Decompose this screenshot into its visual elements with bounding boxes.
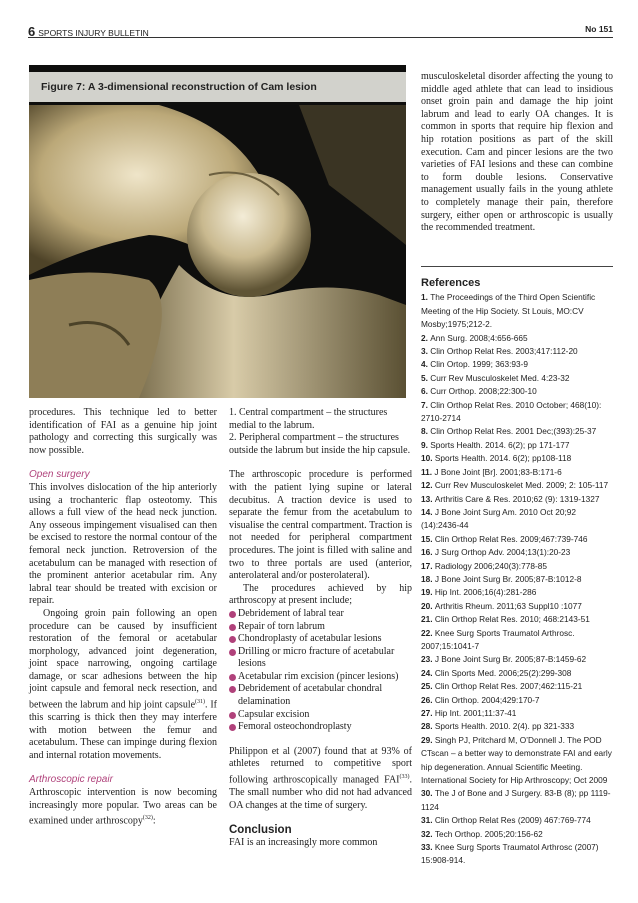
reference-text: J Surg Orthop Adv. 2004;13(1):20-23: [434, 547, 571, 558]
reference-text: Tech Orthop. 2005;20:156-62: [434, 828, 543, 839]
col1-paragraph-4: [29, 787, 217, 828]
reference-item: [421, 332, 616, 345]
reference-text: Singh PJ, Pritchard M, O’Donnell J. The POD CTscan – a better way to demonstrate FAI and early hip degeneration. Annual Scientific Meeting. International Society for Hip Arthroscopy; Oct 2009: [421, 734, 612, 786]
reference-number: 10.: [421, 453, 435, 464]
reference-number: 32.: [421, 828, 435, 839]
col1-p4-end: :: [152, 815, 156, 827]
reference-number: 15.: [421, 533, 435, 544]
reference-text: Curr Rev Musculoskelet Med. 2009; 2: 105-117: [434, 480, 609, 491]
reference-item: [421, 694, 616, 707]
figure-caption: Figure 7: A 3-dimensional reconstruction of Cam lesion: [29, 72, 406, 102]
list-item: Debridement of labral tear: [229, 608, 412, 621]
list-item: Chondroplasty of acetabular lesions: [229, 633, 412, 646]
reference-number: 18.: [421, 573, 435, 584]
reference-text: Clin Orthop Relat Res. 2007;462:115-21: [434, 681, 583, 692]
reference-number: 21.: [421, 614, 435, 625]
reference-text: Curr Rev Musculoskelet Med. 4:23-32: [430, 372, 570, 383]
reference-number: 3.: [421, 346, 431, 357]
col1-p4-text: Arthroscopic intervention is now becoming increasingly more popular. Two areas can be examined under arthroscopy: [29, 786, 217, 827]
reference-item: [421, 814, 616, 827]
reference-number: 2.: [421, 332, 431, 343]
reference-item: [421, 546, 616, 559]
reference-number: 22.: [421, 627, 435, 638]
reference-number: 24.: [421, 667, 435, 678]
references: [421, 277, 616, 868]
reference-text: Arthritis Rheum. 2011;63 Suppl10 :1077: [434, 600, 582, 611]
reference-number: 25.: [421, 681, 435, 692]
reference-number: 23.: [421, 654, 435, 665]
reference-item: [421, 600, 616, 613]
col1-p3-end: . If this scarring is thick then they may interfere with motion between the femur and acetabulum. These can impinge during flexion and internal rotation movements.: [29, 699, 217, 761]
reference-text: Clin Orthop Relat Res. 2003;417:112-20: [430, 346, 578, 357]
issue-number: No 151: [585, 24, 613, 34]
reference-text: Sports Health. 2010. 2(4). pp 321-333: [434, 721, 575, 732]
list-item: Femoral osteochondroplasty: [229, 721, 412, 734]
citation-33: (33): [399, 774, 410, 781]
reference-text: Sports Health. 2014. 6(2); pp108-118: [434, 453, 572, 464]
figure-image: [29, 65, 406, 398]
col2-paragraph-1: The arthroscopic procedure is performed with the patient lying supine or lateral decubitus. A traction device is used to separate the femur from the acetabulum to visualise the central compartment. Traction is not needed for peripheral compartment procedures. The joint is filled with saline and two to three portals are used (anterior, anterolateral and/or posterolateral).: [229, 469, 412, 582]
reference-number: 29.: [421, 734, 435, 745]
list-item: Acetabular rim excision (pincer lesions): [229, 671, 412, 684]
reference-text: Knee Surg Sports Traumatol Arthrosc (2007) 15:908-914.: [421, 842, 599, 866]
reference-number: 14.: [421, 506, 435, 517]
col2-p3-text: Philippon et al (2007) found that at 93% of athletes returned to competitive sport following arthroscopically managed FAI: [229, 745, 412, 786]
reference-item: [421, 345, 616, 358]
col3-paragraph-1: musculoskeletal disorder affecting the young to middle aged athlete that can lead to insidious onset groin pain and damage the hip joint labrum and lead to early OA changes. It is common in sports that require hip flexion and hip rotation positions as part of the skill execution. Cam and pincer lesions are the two varieties of FAI lesions and these can combine to form double lesions. Conservative management usually fails in the young athlete to completely manage their pain, therefore surgery, either open or arthroscopic is usually the recommended treatment.: [421, 71, 613, 234]
reference-item: [421, 627, 616, 654]
reference-item: [421, 399, 616, 426]
reference-text: J Bone Joint Surg Br. 2005;87-B:1012-8: [434, 573, 582, 584]
reference-text: Curr Orthop. 2008;22:300-10: [430, 386, 537, 397]
reference-item: [421, 667, 616, 680]
publication-name: SPORTS INJURY BULLETIN: [38, 28, 149, 38]
reference-item: [421, 653, 616, 666]
reference-item: [421, 841, 616, 868]
reference-item: [421, 506, 616, 533]
reference-number: 33.: [421, 842, 435, 853]
column-3: [421, 71, 613, 235]
reference-number: 9.: [421, 439, 431, 450]
references-title: References: [421, 277, 481, 289]
reference-item: [421, 533, 616, 546]
reference-item: [421, 385, 616, 398]
reference-text: J Bone Joint [Br]. 2001;83-B:171-6: [434, 466, 562, 477]
reference-text: Sports Health. 2014. 6(2); pp 171-177: [430, 439, 570, 450]
citation-32: (32): [142, 815, 153, 822]
compartment-item-1: 1. Central compartment – the structures medial to the labrum.: [229, 407, 388, 431]
page-header: [28, 20, 613, 39]
col2-paragraph-3: [229, 746, 412, 812]
reference-number: 4.: [421, 359, 431, 370]
conclusion-heading: Conclusion: [229, 824, 292, 837]
reference-item: [421, 586, 616, 599]
reference-item: [421, 734, 616, 788]
column-2: [229, 407, 412, 849]
list-item: Capsular excision: [229, 709, 412, 722]
reference-item: [421, 720, 616, 733]
reference-text: J Bone Joint Surg Br. 2005;87-B:1459-62: [434, 654, 587, 665]
reference-text: Arthritis Care & Res. 2010;62 (9): 1319-1327: [434, 493, 600, 504]
reference-item: [421, 466, 616, 479]
reference-number: 27.: [421, 708, 435, 718]
reference-item: [421, 358, 616, 371]
col2-p3-end: . The small number who did not had advanced OA changes at the time of surgery.: [229, 774, 412, 811]
procedures-list: [229, 608, 412, 734]
reference-number: 26.: [421, 694, 435, 705]
reference-item: [421, 439, 616, 452]
col2-paragraph-2: The procedures achieved by hip arthroscopy at present include;: [229, 582, 412, 607]
hip-bone-illustration: [29, 65, 406, 398]
reference-number: 20.: [421, 600, 435, 611]
reference-number: 12.: [421, 480, 435, 491]
col1-paragraph-2: This involves dislocation of the hip anteriorly using a trochanteric flap osteotomy. This allows a full view of the head neck junction. Any osseous impingement visualised can then be excised to restore the normal contour of the femoral neck junction. Retroversion of the acetabulum can be managed with resection of the prominent anterior acetabular rim. Any labral tear should be treated with excision or repair.: [29, 481, 217, 607]
reference-item: [421, 372, 616, 385]
reference-number: 31.: [421, 815, 435, 826]
reference-item: [421, 828, 616, 841]
header-rule: [28, 37, 613, 38]
reference-text: Hip Int. 2006;16(4):281-286: [434, 587, 537, 598]
reference-number: 7.: [421, 399, 431, 410]
page-number: 6: [28, 24, 36, 39]
reference-text: Clin Ortop. 1999; 363:93-9: [430, 359, 529, 370]
reference-item: [421, 479, 616, 492]
compartment-item-2: 2. Peripheral compartment – the structures outside the labrum but inside the hip capsule.: [229, 432, 411, 456]
references-rule: [421, 266, 613, 267]
col2-paragraph-4: FAI is an increasingly more common: [229, 836, 378, 848]
reference-item: [421, 452, 616, 465]
reference-text: Clin Orthop Relat Res (2009) 467:769-774: [434, 815, 591, 826]
reference-item: [421, 425, 616, 438]
reference-text: The J of Bone and J Surgery. 83-B (8); pp 1119-1124: [421, 788, 611, 812]
reference-text: The Proceedings of the Third Open Scientific Meeting of the Hip Society. St Louis, MO:CV Mosby;1975;212-2.: [421, 292, 596, 330]
reference-text: Ann Surg. 2008;4:656-665: [430, 332, 528, 343]
list-item: Debridement of acetabular chondral delamination: [229, 683, 412, 708]
reference-item: [421, 680, 616, 693]
reference-number: 13.: [421, 493, 435, 504]
reference-number: 28.: [421, 721, 435, 732]
reference-text: Knee Surg Sports Traumatol Arthrosc. 2007;15:1041-7: [421, 627, 575, 651]
reference-number: 17.: [421, 560, 435, 571]
reference-number: 11.: [421, 466, 435, 477]
col1-paragraph-3: [29, 608, 217, 762]
reference-number: 16.: [421, 547, 435, 558]
reference-text: J Bone Joint Surg Am. 2010 Oct 20;92 (14):2436-44: [421, 506, 576, 531]
reference-text: Clin Orthop Relat Res. 2010; 468:2143-51: [434, 614, 590, 625]
reference-text: Clin Orthop Relat Res. 2010 October; 468(10): 2710-2714: [421, 399, 602, 424]
reference-number: 30.: [421, 788, 435, 799]
references-list: [421, 291, 616, 867]
reference-number: 1.: [421, 292, 431, 303]
list-item: Repair of torn labrum: [229, 621, 412, 634]
reference-text: Clin Orthop Relat Res. 2009;467:739-746: [434, 533, 588, 544]
reference-item: [421, 573, 616, 586]
reference-number: 19.: [421, 587, 435, 598]
reference-text: Clin Sports Med. 2006;25(2):299-308: [434, 667, 572, 678]
col1-paragraph-1: procedures. This technique led to better identification of FAI as a genuine hip joint pathology and correcting this surgically was now possible.: [29, 407, 217, 456]
reference-text: Radiology 2006;240(3):778-85: [434, 560, 547, 571]
reference-item: [421, 493, 616, 506]
reference-item: [421, 787, 616, 814]
citation-31: (31): [195, 699, 206, 706]
list-item: Drilling or micro fracture of acetabular lesions: [229, 646, 412, 671]
reference-text: Hip Int. 2001;11:37-41: [434, 708, 517, 718]
column-1: [29, 407, 217, 828]
arthroscopic-repair-heading: Arthroscopic repair: [29, 774, 113, 786]
reference-text: Clin Orthop Relat Res. 2001 Dec;(393):25-37: [430, 426, 597, 437]
open-surgery-heading: Open surgery: [29, 469, 90, 481]
reference-text: Clin Orthop. 2004;429:170-7: [434, 694, 540, 705]
reference-number: 6.: [421, 386, 431, 397]
reference-item: [421, 560, 616, 573]
reference-item: [421, 613, 616, 626]
reference-number: 8.: [421, 426, 431, 437]
col1-p3-text: Ongoing groin pain following an open procedure can be caused by insufficient restoration of the femoral or acetabular morphology, advanced joint degeneration, joint space narrowing, ongoing cartilage damage, or scar adhesions between the hip joint capsule and femoral neck resection, and between the labrum and hip joint capsule: [29, 607, 217, 711]
reference-number: 5.: [421, 372, 431, 383]
reference-item: [421, 291, 616, 331]
reference-item: [421, 707, 616, 720]
